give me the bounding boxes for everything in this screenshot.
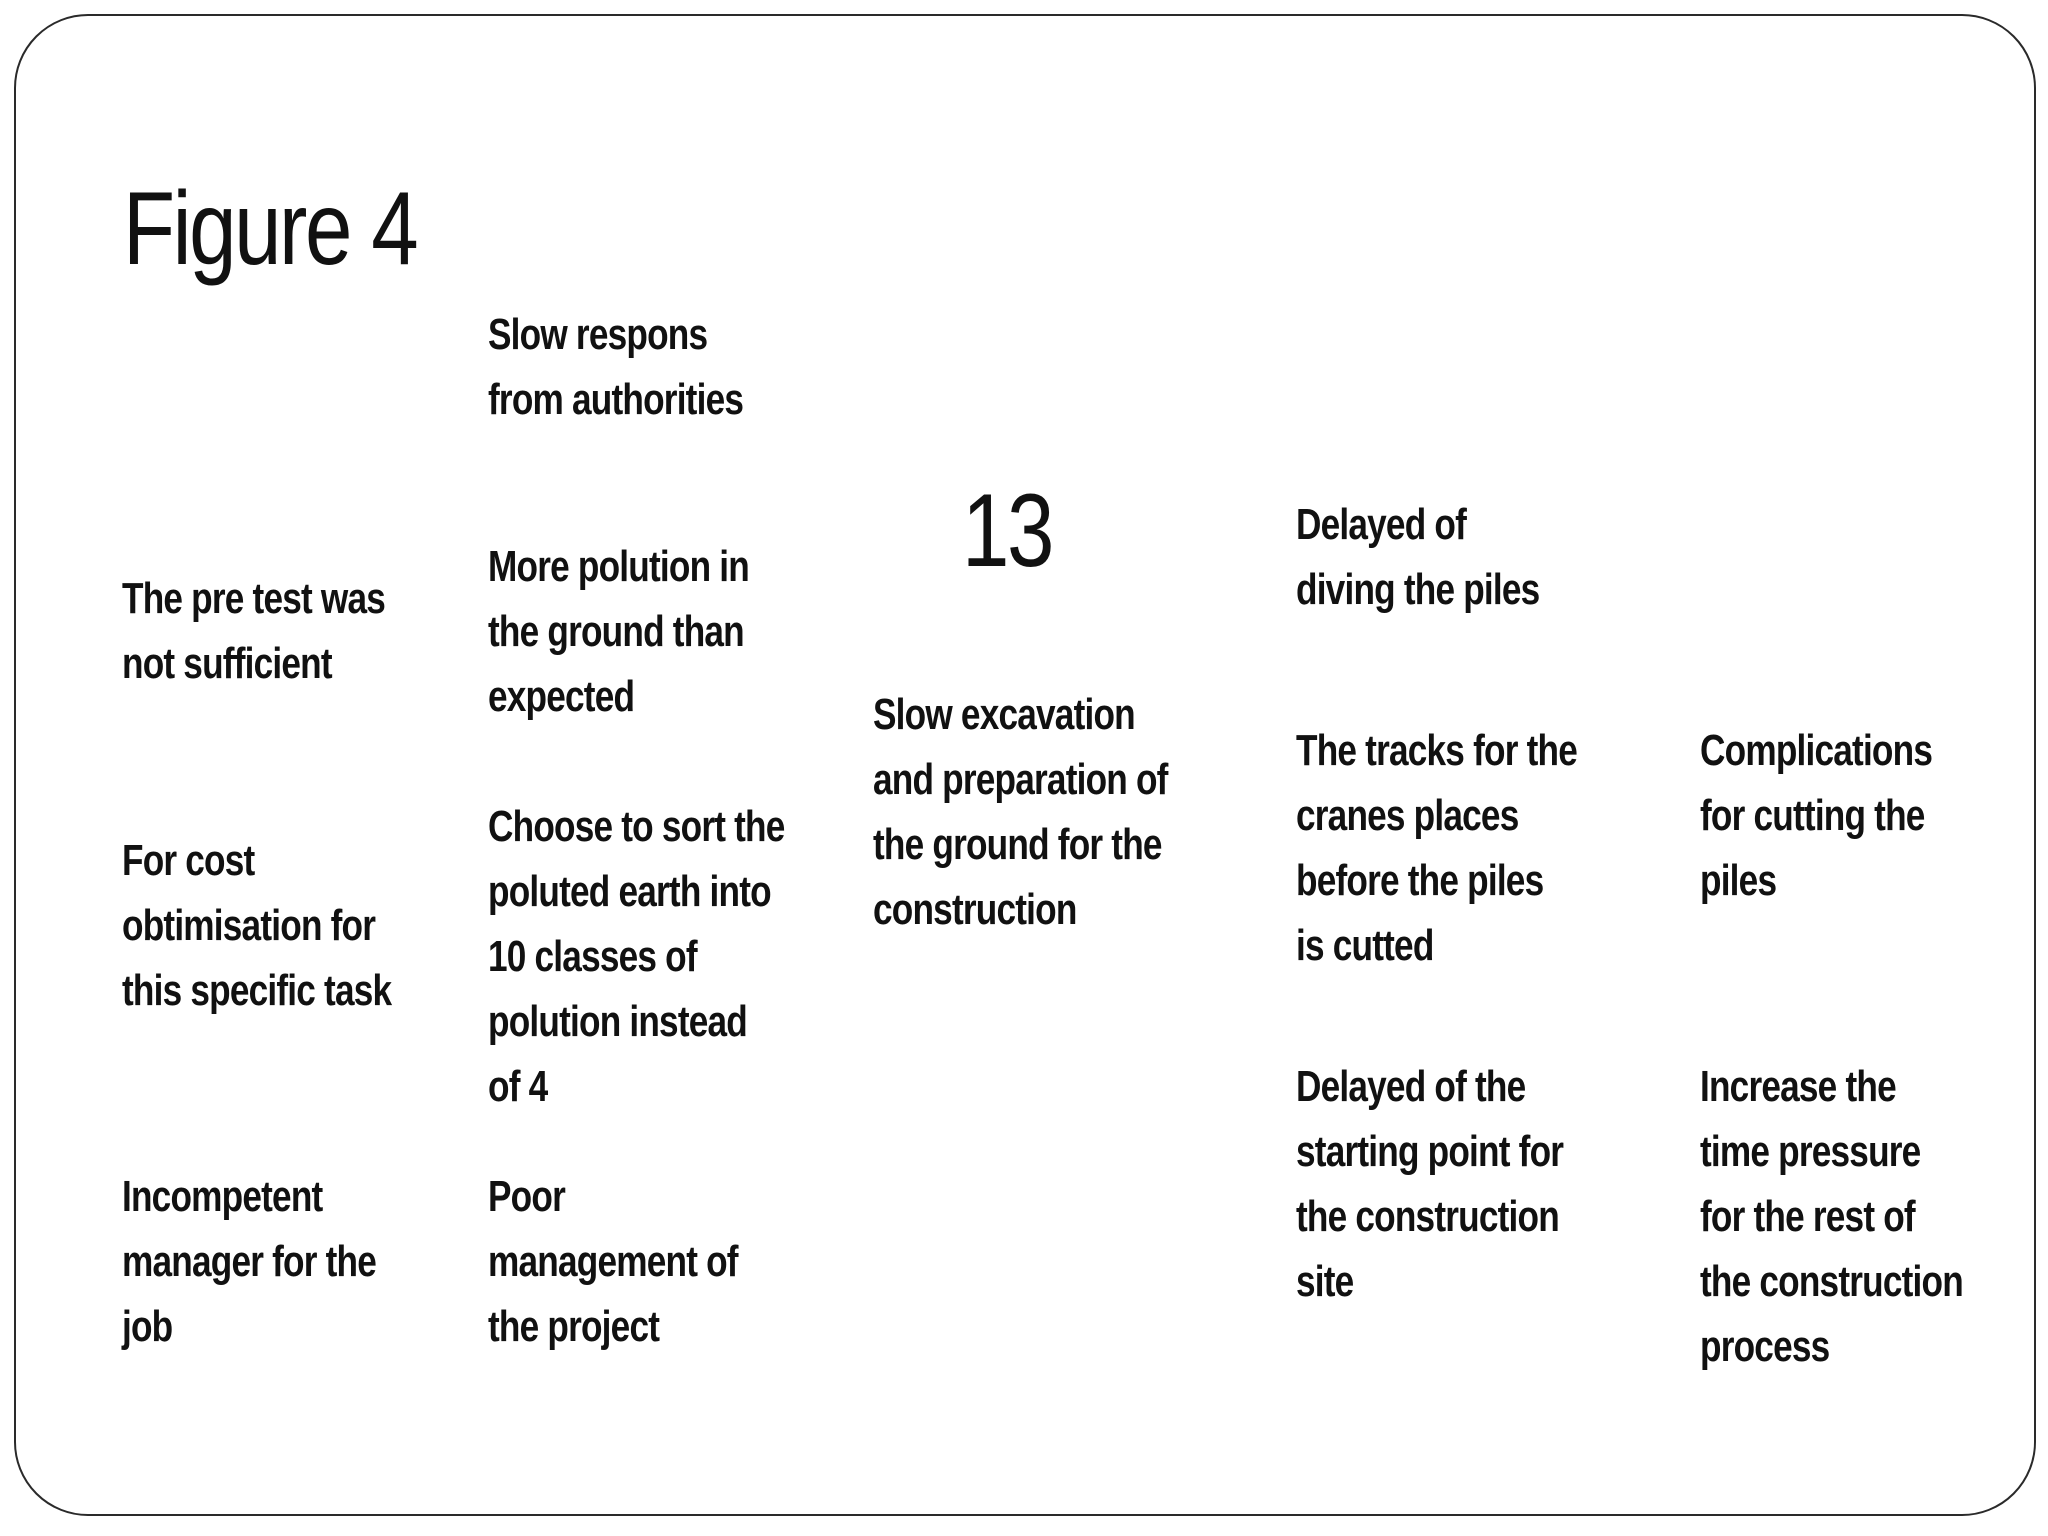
node-crane-tracks: The tracks for the cranes places before the piles is cutted: [1296, 726, 1577, 970]
node-more-pollution: More polution in the ground than expected: [488, 542, 749, 721]
node-poor-management: Poor management of the project: [488, 1172, 738, 1351]
node-incompetent-manager: Incompetent manager for the job: [122, 1172, 377, 1351]
node-cost-optimisation: For cost obtimisation for this specific task: [122, 836, 392, 1015]
node-sort-earth: Choose to sort the poluted earth into 10 classes of polution instead of 4: [488, 802, 785, 1111]
figure-title: Figure 4: [123, 171, 417, 287]
figure-number: 13: [962, 473, 1052, 589]
node-pre-test: The pre test was not sufficient: [122, 574, 386, 688]
node-slow-excavation: Slow excavation and preparation of the ground for the construction: [873, 690, 1168, 934]
node-delayed-piles: Delayed of diving the piles: [1296, 500, 1540, 614]
node-time-pressure: Increase the time pressure for the rest of the construction process: [1700, 1062, 1963, 1371]
node-complications-cutting: Complications for cutting the piles: [1700, 726, 1933, 905]
node-delayed-start: Delayed of the starting point for the construction site: [1296, 1062, 1564, 1306]
node-slow-response: Slow respons from authorities: [488, 310, 744, 424]
